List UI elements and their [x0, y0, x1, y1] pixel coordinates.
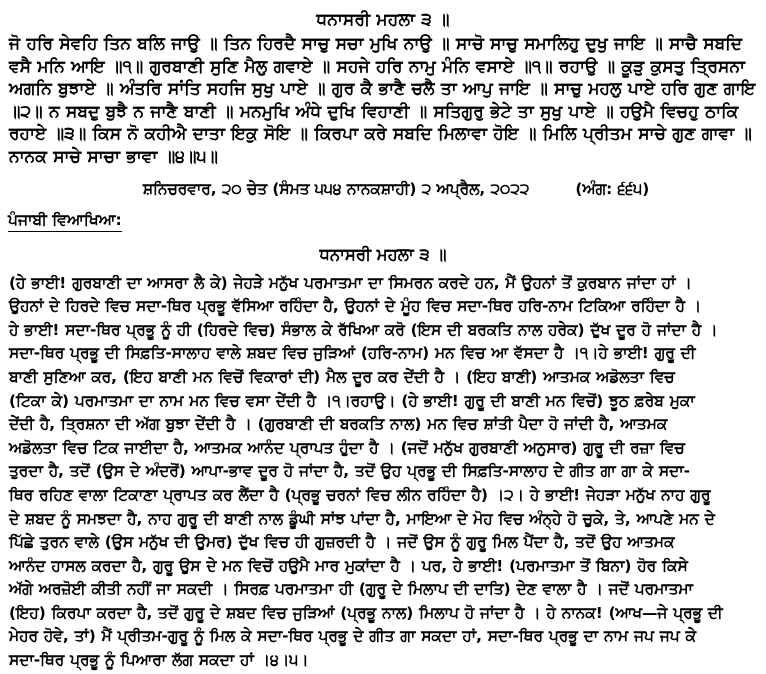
date-bar: [8, 178, 758, 200]
scripture-text: [8, 33, 758, 169]
vyakhya-line: ਦੇਂਦੀ ਹੈ, ਤ੍ਰਿਸ਼ਨਾ ਦੀ ਅੱਗ ਬੁਝਾ ਦੇਂਦੀ ਹੈ । (ਗੁਰਬਾਣੀ ਦੀ ਬਰਕਤਿ ਨਾਲ) ਮਨ ਵਿਚ ਸ਼ਾਂਤੀ ਪੈਦਾ ਹੋ ਜਾਂਦੀ ਹੈ, ਆਤਮਕ: [9, 415, 668, 434]
scripture-line: ਵਸੈ ਮਨਿ ਆਇ ॥੧॥ ਗੁਰਬਾਣੀ ਸੁਣਿ ਮੈਲੁ ਗਵਾਏ ॥ ਸਹਜੇ ਹਰਿ ਨਾਮੁ ਮੰਨਿ ਵਸਾਏ ॥੧॥ ਰਹਾਉ ॥ ਕੂੜੁ ਕੁਸਤੁ ਤ੍ਰਿਸਨਾ: [9, 56, 745, 77]
section-label-wrap: [8, 200, 758, 232]
vyakhya-line: ਮੇਹਰ ਹੋਵੇ, ਤਾਂ) ਮੈਂ ਪ੍ਰੀਤਮ-ਗੁਰੂ ਨੂੰ ਮਿਲ ਕੇ ਸਦਾ-ਥਿਰ ਪ੍ਰਭੂ ਦੇ ਗੀਤ ਗਾ ਸਕਦਾ ਹਾਂ, ਸਦਾ-ਥਿਰ ਪ੍ਰਭੂ ਦਾ ਨਾਮ ਜਪ ਜਪ ਕੇ: [9, 627, 696, 646]
scripture-line: ਰਹਾਏ ॥੩॥ ਕਿਸ ਨੋ ਕਹੀਐ ਦਾਤਾ ਇਕੁ ਸੋਇ ॥ ਕਿਰਪਾ ਕਰੇ ਸਬਦਿ ਮਿਲਾਵਾ ਹੋਇ ॥ ਮਿਲਿ ਪ੍ਰੀਤਮ ਸਾਚੇ ਗੁਣ ਗਾਵਾ ॥: [9, 124, 752, 145]
vyakhya-line: ਉਹਨਾਂ ਦੇ ਹਿਰਦੇ ਵਿਚ ਸਦਾ-ਥਿਰ ਪ੍ਰਭੂ ਵੱਸਿਆ ਰਹਿੰਦਾ ਹੈ, ਉਹਨਾਂ ਦੇ ਮੂੰਹ ਵਿਚ ਸਦਾ-ਥਿਰ ਹਰਿ-ਨਾਮ ਟਿਕਿਆ ਰਹਿੰਦਾ ਹੈ ।: [9, 297, 702, 316]
vyakhya-line: ਹੇ ਭਾਈ! ਸਦਾ-ਥਿਰ ਪ੍ਰਭੂ ਨੂੰ ਹੀ (ਹਿਰਦੇ ਵਿਚ) ਸੰਭਾਲ ਕੇ ਰੱਖਿਆ ਕਰੋ (ਇਸ ਦੀ ਬਰਕਤਿ ਨਾਲ ਹਰੇਕ) ਦੁੱਖ ਦੂਰ ਹੋ ਜਾਂਦਾ ਹੈ ।: [9, 320, 718, 339]
punjabi-vyakhya-label: ਪੰਜਾਬੀ ਵਿਆਖਿਆ:: [8, 210, 122, 232]
shabad-title: ਧਨਾਸਰੀ ਮਹਲਾ ੩ ॥: [316, 10, 450, 30]
scripture-line: ॥੨॥ ਨ ਸਬਦੁ ਬੁਝੈ ਨ ਜਾਣੈ ਬਾਣੀ ॥ ਮਨਮੁਖਿ ਅੰਧੇ ਦੁਖਿ ਵਿਹਾਣੀ ॥ ਸਤਿਗੁਰੁ ਭੇਟੇ ਤਾ ਸੁਖੁ ਪਾਏ ॥ ਹਉਮੈ ਵਿਚਹੁ ਠਾਕਿ: [9, 101, 739, 122]
vyakhya-line: ਬਾਣੀ ਸੁਣਿਆ ਕਰ, (ਇਹ ਬਾਣੀ ਮਨ ਵਿਚੋਂ ਵਿਕਾਰਾਂ ਦੀ) ਮੈਲ ਦੂਰ ਕਰ ਦੇਂਦੀ ਹੈ । (ਇਹ ਬਾਣੀ) ਆਤਮਕ ਅਡੋਲਤਾ ਵਿਚ: [9, 367, 675, 386]
vyakhya-line: ਅੱਗੇ ਅਰਜ਼ੋਈ ਕੀਤੀ ਨਹੀਂ ਜਾ ਸਕਦੀ । ਸਿਰਫ਼ ਪਰਮਾਤਮਾ ਹੀ (ਗੁਰੂ ਦੇ ਮਿਲਾਪ ਦੀ ਦਾਤਿ) ਦੇਣ ਵਾਲਾ ਹੈ । ਜਦੋਂ ਪਰਮਾਤਮਾ: [9, 580, 693, 599]
vyakhya-line: (ਇਹ) ਕਿਰਪਾ ਕਰਦਾ ਹੈ, ਤਦੋਂ ਗੁਰੂ ਦੇ ਸ਼ਬਦ ਵਿਚ ਜੁੜਿਆਂ (ਪ੍ਰਭੂ ਨਾਲ) ਮਿਲਾਪ ਹੋ ਜਾਂਦਾ ਹੈ । ਹੇ ਨਾਨਕ! (ਆਖ—ਜੇ ਪ੍ਰਭੂ ਦੀ: [9, 603, 723, 622]
scripture-line: ਅਗਨਿ ਬੁਝਾਏ ॥ ਅੰਤਰਿ ਸਾਂਤਿ ਸਹਜਿ ਸੁਖੁ ਪਾਏ ॥ ਗੁਰ ਕੈ ਭਾਣੈ ਚਲੈ ਤਾ ਆਪੁ ਜਾਇ ॥ ਸਾਚੁ ਮਹਲੁ ਪਾਏ ਹਰਿ ਗੁਣ ਗਾਇ: [9, 79, 756, 100]
vyakhya-line: (ਟਿਕਾ ਕੇ) ਪਰਮਾਤਮਾ ਦਾ ਨਾਮ ਮਨ ਵਿਚ ਵਸਾ ਦੇਂਦੀ ਹੈ ।੧।ਰਹਾਉ। (ਹੇ ਭਾਈ! ਗੁਰੂ ਦੀ ਬਾਣੀ ਮਨ ਵਿਚੋਂ) ਝੂਠ ਫ਼ਰੇਬ ਮੁਕਾ: [9, 391, 695, 410]
vyakhya-line: ਸਦਾ-ਥਿਰ ਪ੍ਰਭੂ ਦੀ ਸਿਫ਼ਤਿ-ਸਾਲਾਹ ਵਾਲੇ ਸ਼ਬਦ ਵਿਚ ਜੁੜਿਆਂ (ਹਰਿ-ਨਾਮ) ਮਨ ਵਿਚ ਆ ਵੱਸਦਾ ਹੈ ।੧।ਹੇ ਭਾਈ! ਗੁਰੂ ਦੀ: [9, 344, 696, 363]
vyakhya-line: ਥਿਰ ਰਹਿਣ ਵਾਲਾ ਟਿਕਾਣਾ ਪ੍ਰਾਪਤ ਕਰ ਲੈਂਦਾ ਹੈ (ਪ੍ਰਭੂ ਚਰਨਾਂ ਵਿਚ ਲੀਨ ਰਹਿੰਦਾ ਹੈ) ।੨। ਹੇ ਭਾਈ! ਜੇਹੜਾ ਮਨੁੱਖ ਨਾਹ ਗੁਰੂ: [9, 485, 711, 504]
vyakhya-line: ਦੇ ਸ਼ਬਦ ਨੂੰ ਸਮਝਦਾ ਹੈ, ਨਾਹ ਗੁਰੂ ਦੀ ਬਾਣੀ ਨਾਲ ਡੂੰਘੀ ਸਾਂਝ ਪਾਂਦਾ ਹੈ, ਮਾਇਆ ਦੇ ਮੋਹ ਵਿਚ ਅੰਨ੍ਹੇ ਹੋ ਚੁਕੇ, ਤੇ, ਆਪਣੇ ਮਨ ਦੇ: [9, 509, 715, 528]
vyakhya-line: ਪਿੱਛੇ ਤੁਰਨ ਵਾਲੇ (ਉਸ ਮਨੁੱਖ ਦੀ ਉਮਰ) ਦੁੱਖ ਵਿਚ ਹੀ ਗੁਜ਼ਰਦੀ ਹੈ । ਜਦੋਂ ਉਸ ਨੂੰ ਗੁਰੂ ਮਿਲ ਪੈਂਦਾ ਹੈ, ਤਦੋਂ ਉਹ ਆਤਮਕ: [9, 533, 675, 552]
scripture-line: ਨਾਨਕ ਸਾਚੇ ਸਾਚਾ ਭਾਵਾ ॥੪॥੫॥: [9, 146, 218, 167]
vyakhya-title: ਧਨਾਸਰੀ ਮਹਲਾ ੩ ॥: [319, 244, 447, 264]
vyakhya-line: (ਹੇ ਭਾਈ! ਗੁਰਬਾਣੀ ਦਾ ਆਸਰਾ ਲੈ ਕੇ) ਜੇਹੜੇ ਮਨੁੱਖ ਪਰਮਾਤਮਾ ਦਾ ਸਿਮਰਨ ਕਰਦੇ ਹਨ, ਮੈਂ ਉਹਨਾਂ ਤੋਂ ਕੁਰਬਾਨ ਜਾਂਦਾ ਹਾਂ ।: [9, 273, 692, 292]
vyakhya-line: ਸਦਾ-ਥਿਰ ਪ੍ਰਭੂ ਨੂੰ ਪਿਆਰਾ ਲੱਗ ਸਕਦਾ ਹਾਂ ।੪।੫।: [9, 651, 309, 670]
scripture-line: ਜੋ ਹਰਿ ਸੇਵਹਿ ਤਿਨ ਬਲਿ ਜਾਉ ॥ ਤਿਨ ਹਿਰਦੈ ਸਾਚੁ ਸਚਾ ਮੁਖਿ ਨਾਉ ॥ ਸਾਚੋ ਸਾਚੁ ਸਮਾਲਿਹੁ ਦੁਖੁ ਜਾਇ ॥ ਸਾਚੈ ਸਬਦਿ: [9, 34, 743, 54]
vyakhya-text: [8, 272, 758, 673]
vyakhya-line: ਅਡੋਲਤਾ ਵਿਚ ਟਿਕ ਜਾਈਦਾ ਹੈ, ਆਤਮਕ ਆਨੰਦ ਪ੍ਰਾਪਤ ਹੁੰਦਾ ਹੈ । (ਜਦੋਂ ਮਨੁੱਖ ਗੁਰਬਾਣੀ ਅਨੁਸਾਰ) ਗੁਰੂ ਦੀ ਰਜ਼ਾ ਵਿਚ: [9, 438, 685, 457]
vyakhya-line: ਤੁਰਦਾ ਹੈ, ਤਦੋਂ (ਉਸ ਦੇ ਅੰਦਰੋਂ) ਆਪਾ-ਭਾਵ ਦੂਰ ਹੋ ਜਾਂਦਾ ਹੈ, ਤਦੋਂ ਉਹ ਪ੍ਰਭੂ ਦੀ ਸਿਫ਼ਤਿ-ਸਾਲਾਹ ਦੇ ਗੀਤ ਗਾ ਗਾ ਕੇ ਸਦਾ-: [9, 462, 690, 481]
ang-number: (ਅੰਗ: ੬੬੫): [575, 179, 650, 198]
date-line: ਸ਼ਨਿਚਰਵਾਰ, ੨੦ ਚੇਤ (ਸੰਮਤ ੫੫੪ ਨਾਨਕਸ਼ਾਹੀ) ੨ ਅਪ੍ਰੈਲ, ੨੦੨੨: [142, 179, 530, 198]
vyakhya-line: ਆਨੰਦ ਹਾਸਲ ਕਰਦਾ ਹੈ, ਗੁਰੂ ਉਸ ਦੇ ਮਨ ਵਿਚੋਂ ਹਉਮੈ ਮਾਰ ਮੁਕਾਂਦਾ ਹੈ । ਪਰ, ਹੇ ਭਾਈ! (ਪਰਮਾਤਮਾ ਤੋਂ ਬਿਨਾ) ਹੋਰ ਕਿਸੇ: [9, 556, 688, 575]
